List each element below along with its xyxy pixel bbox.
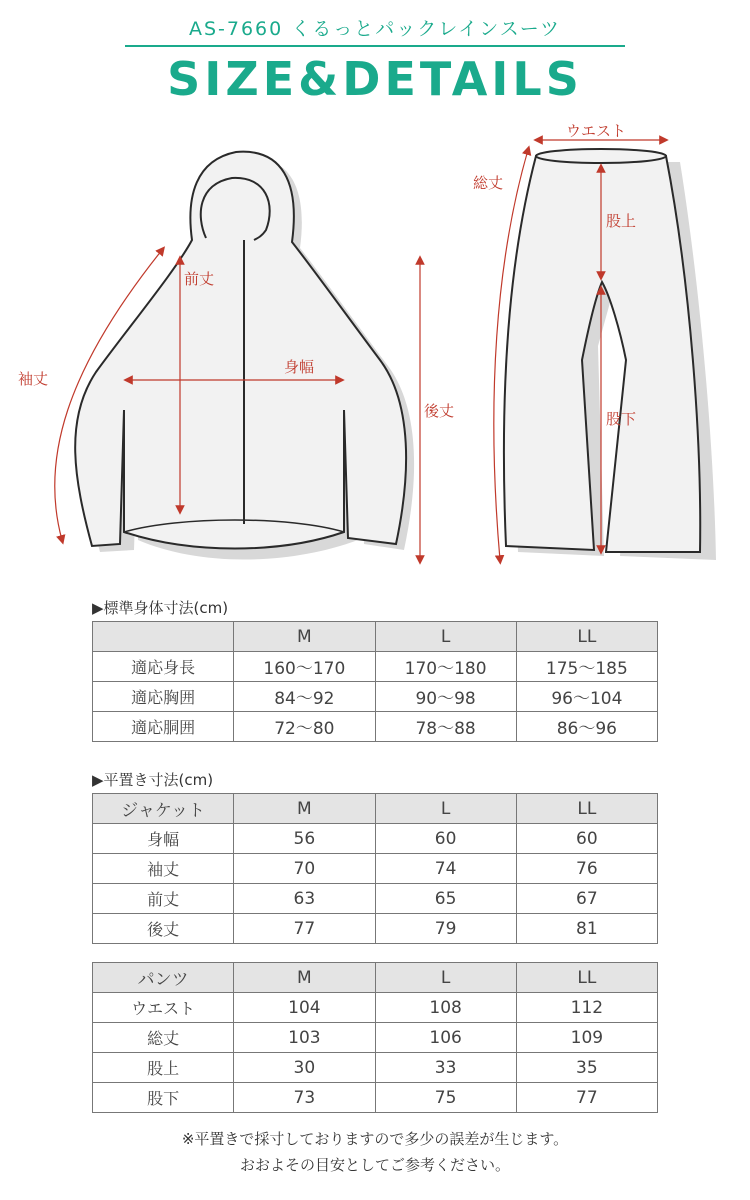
table-cell: 67	[516, 884, 657, 914]
waist-label: ウエスト	[566, 122, 627, 140]
table-cell: 104	[234, 993, 375, 1023]
table-cell: 170〜180	[375, 652, 516, 682]
row-label: 身幅	[93, 824, 234, 854]
rise-label: 股上	[606, 212, 637, 230]
table-header-row	[93, 794, 658, 824]
jacket-size-table	[92, 793, 658, 944]
page-title: SIZE&DETAILS	[167, 52, 583, 106]
back-length-label: 後丈	[424, 402, 455, 420]
garment-illustration	[0, 120, 750, 580]
flat-measure-caption: ▶平置き寸法(cm)	[92, 771, 214, 789]
front-length-label: 前丈	[184, 270, 215, 288]
standard-body-caption: ▶標準身体寸法(cm)	[92, 599, 229, 617]
pants-drawing	[504, 149, 716, 560]
table-cell: 30	[234, 1053, 375, 1083]
table-cell: 72〜80	[234, 712, 375, 742]
table-cell: 76	[516, 854, 657, 884]
table-cell: 74	[375, 854, 516, 884]
total-length-label: 総丈	[473, 174, 504, 192]
table-cell: 73	[234, 1083, 375, 1113]
table-cell: 70	[234, 854, 375, 884]
body-width-label: 身幅	[284, 358, 315, 376]
table-cell: 60	[375, 824, 516, 854]
table-row	[93, 1083, 658, 1113]
table-cell: 106	[375, 1023, 516, 1053]
table-cell: 79	[375, 914, 516, 944]
jacket-drawing	[75, 152, 414, 560]
table-cell: 175〜185	[516, 652, 657, 682]
table-cell: 78〜88	[375, 712, 516, 742]
header-cell: L	[375, 794, 516, 824]
table-header-row	[93, 963, 658, 993]
table-cell: 81	[516, 914, 657, 944]
row-label: 袖丈	[93, 854, 234, 884]
guideline-note: おおよその目安としてご参考ください。	[239, 1156, 510, 1174]
row-label: 股下	[93, 1083, 234, 1113]
table-row	[93, 682, 658, 712]
row-label: 前丈	[93, 884, 234, 914]
table-cell: 65	[375, 884, 516, 914]
table-cell: 75	[375, 1083, 516, 1113]
table-cell: 86〜96	[516, 712, 657, 742]
table-cell: 160〜170	[234, 652, 375, 682]
row-label: 総丈	[93, 1023, 234, 1053]
table-cell: 90〜98	[375, 682, 516, 712]
table-row	[93, 712, 658, 742]
header-cell: ジャケット	[93, 794, 234, 824]
pants-size-table	[92, 962, 658, 1113]
row-label: 後丈	[93, 914, 234, 944]
header-cell	[93, 622, 234, 652]
table-cell: 60	[516, 824, 657, 854]
header-cell: LL	[516, 963, 657, 993]
header-cell: LL	[516, 794, 657, 824]
header-cell: パンツ	[93, 963, 234, 993]
header-cell: M	[234, 963, 375, 993]
sleeve-length-label: 袖丈	[18, 370, 49, 388]
row-label: ウエスト	[93, 993, 234, 1023]
measurement-note: ※平置きで採寸しておりますので多少の誤差が生じます。	[181, 1130, 569, 1148]
table-row	[93, 884, 658, 914]
table-cell: 103	[234, 1023, 375, 1053]
header-cell: M	[234, 794, 375, 824]
table-row	[93, 914, 658, 944]
table-row	[93, 1023, 658, 1053]
table-row	[93, 854, 658, 884]
row-label: 適応胸囲	[93, 682, 234, 712]
header-cell: LL	[516, 622, 657, 652]
table-cell: 112	[516, 993, 657, 1023]
table-cell: 77	[516, 1083, 657, 1113]
table-cell: 96〜104	[516, 682, 657, 712]
product-subtitle: AS-7660 くるっとパックレインスーツ	[188, 18, 562, 40]
inseam-label: 股下	[606, 410, 637, 428]
table-cell: 33	[375, 1053, 516, 1083]
table-cell: 35	[516, 1053, 657, 1083]
row-label: 適応胴囲	[93, 712, 234, 742]
row-label: 股上	[93, 1053, 234, 1083]
table-cell: 84〜92	[234, 682, 375, 712]
table-cell: 108	[375, 993, 516, 1023]
table-row	[93, 652, 658, 682]
table-cell: 77	[234, 914, 375, 944]
table-header-row	[93, 622, 658, 652]
table-cell: 63	[234, 884, 375, 914]
table-row	[93, 824, 658, 854]
header-cell: L	[375, 622, 516, 652]
table-row	[93, 993, 658, 1023]
row-label: 適応身長	[93, 652, 234, 682]
standard-body-table	[92, 621, 658, 742]
header-divider	[125, 45, 625, 47]
header-cell: L	[375, 963, 516, 993]
table-row	[93, 1053, 658, 1083]
table-cell: 109	[516, 1023, 657, 1053]
header-cell: M	[234, 622, 375, 652]
table-cell: 56	[234, 824, 375, 854]
